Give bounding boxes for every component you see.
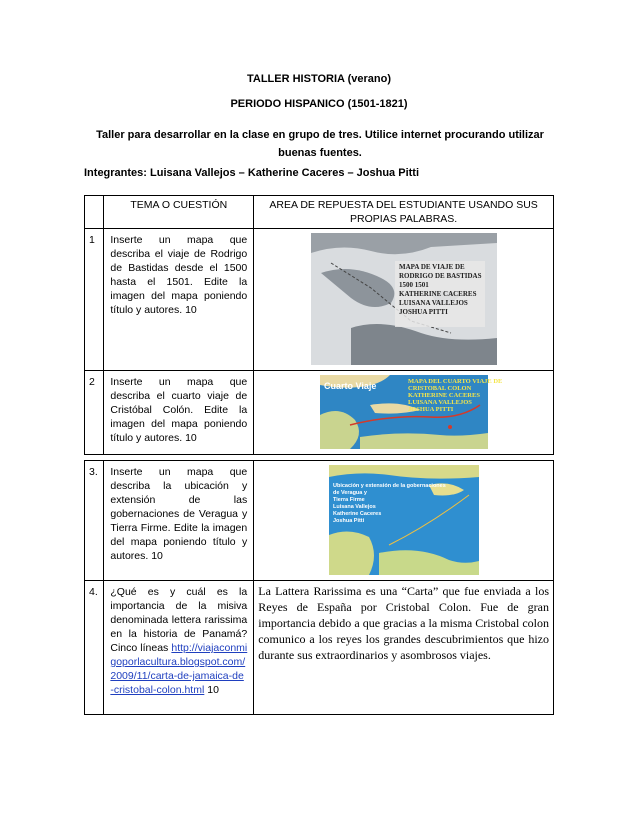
members-line: Integrantes: Luisana Vallejos – Katherine Caceres – Joshua Pitti	[84, 167, 420, 179]
table-header-row	[85, 196, 554, 229]
instructions: Taller para desarrollar en la clase en grupo de tres. Utilice internet procurando utilizar buenas fuentes.	[96, 129, 544, 159]
table-row	[85, 229, 554, 371]
map-caption-line: LUISANA VALLEJOS	[407, 399, 472, 406]
row-question: Inserte un mapa que describa la ubicación y extensión de las gobernaciones de Veragua y Tierra Firme. Edite la imagen del mapa poniendo título y autores. 10	[104, 461, 254, 581]
bastidas-map-image	[311, 233, 497, 365]
map-caption-line: KATHERINE CACERES	[407, 392, 480, 399]
row-answer-text: La Lattera Rarissima es una “Carta” que fue enviada a los Reyes de España por Cristobal Colon. Fue de gran importancia debido a que gracias a la misma Cristobal colon comunico a los reyes los grandes descubrimientos que hizo durante sus extraordinarios y asombrosos viajes.	[254, 581, 554, 715]
row-number: 3.	[85, 461, 104, 581]
source-link[interactable]: http://viajaconmigoporlacultura.blogspot.com/2009/11/carta-de-jamaica-de-cristobal-colon.html	[110, 642, 248, 696]
row-question-text: ¿Qué es y cuál es la importancia de la misiva denominada lettera rarissima en la historia de Panamá? Cinco líneas	[110, 586, 248, 654]
map-caption-line: 1500 1501	[398, 281, 429, 289]
table-row	[85, 581, 554, 715]
map-caption-line: Joshua Pitti	[332, 518, 364, 524]
header-num-cell	[85, 196, 104, 229]
map-caption-line: LUISANA VALLEJOS	[398, 299, 468, 307]
map-caption-line: Ubicación y extensión de la gobernaciones	[332, 483, 446, 489]
map-caption-line: Katherine Caceres	[332, 511, 381, 517]
map-caption-line: CRISTOBAL COLON	[407, 385, 471, 392]
row-answer-map	[254, 229, 554, 371]
table-row	[85, 371, 554, 455]
colon-fourth-voyage-map-image	[320, 375, 503, 449]
workshop-table-part1	[84, 195, 554, 455]
map-caption-line: RODRIGO DE BASTIDAS	[398, 272, 482, 280]
workshop-table-part2	[84, 460, 554, 715]
row-number: 1	[85, 229, 104, 371]
row-number: 4.	[85, 581, 104, 715]
map-caption-line: Tierra Firme	[332, 497, 365, 503]
veragua-tierra-firme-map-image	[329, 465, 479, 575]
map-caption-line: JOSHUA PITTI	[398, 308, 448, 316]
document-title: TALLER HISTORIA (verano)	[246, 73, 392, 85]
map-caption-line: de Veragua y	[332, 490, 367, 496]
map-caption-line: JOSHUA PITTI	[407, 406, 453, 413]
table-row	[85, 461, 554, 581]
row-answer-map	[254, 461, 554, 581]
period-subtitle: PERIODO HISPANICO (1501-1821)	[230, 98, 408, 110]
row-number: 2	[85, 371, 104, 455]
row-points: 10	[207, 684, 219, 696]
map-caption-line: MAPA DEL CUARTO VIAJE DE	[407, 378, 503, 385]
row-question: Inserte un mapa que describa el cuarto viaje de Cristóbal Colón. Edite la imagen del mapa poniendo título y autores. 10	[104, 371, 254, 455]
header-topic: TEMA O CUESTIÓN	[104, 196, 254, 229]
header-answer: AREA DE REPUESTA DEL ESTUDIANTE USANDO SUS PROPIAS PALABRAS.	[254, 196, 554, 229]
row-answer-map	[254, 371, 554, 455]
row-question	[104, 581, 254, 715]
map-caption-line: KATHERINE CACERES	[398, 290, 477, 298]
map-caption-line: Luisana Vallejos	[332, 504, 376, 510]
map-label-cuarto-viaje: Cuarto Viaje	[323, 381, 376, 391]
map-caption-line: MAPA DE VIAJE DE	[398, 263, 465, 271]
row-question: Inserte un mapa que describa el viaje de Rodrigo de Bastidas desde el 1500 hasta el 1501. Edite la imagen del mapa poniendo título y autores. 10	[104, 229, 254, 371]
